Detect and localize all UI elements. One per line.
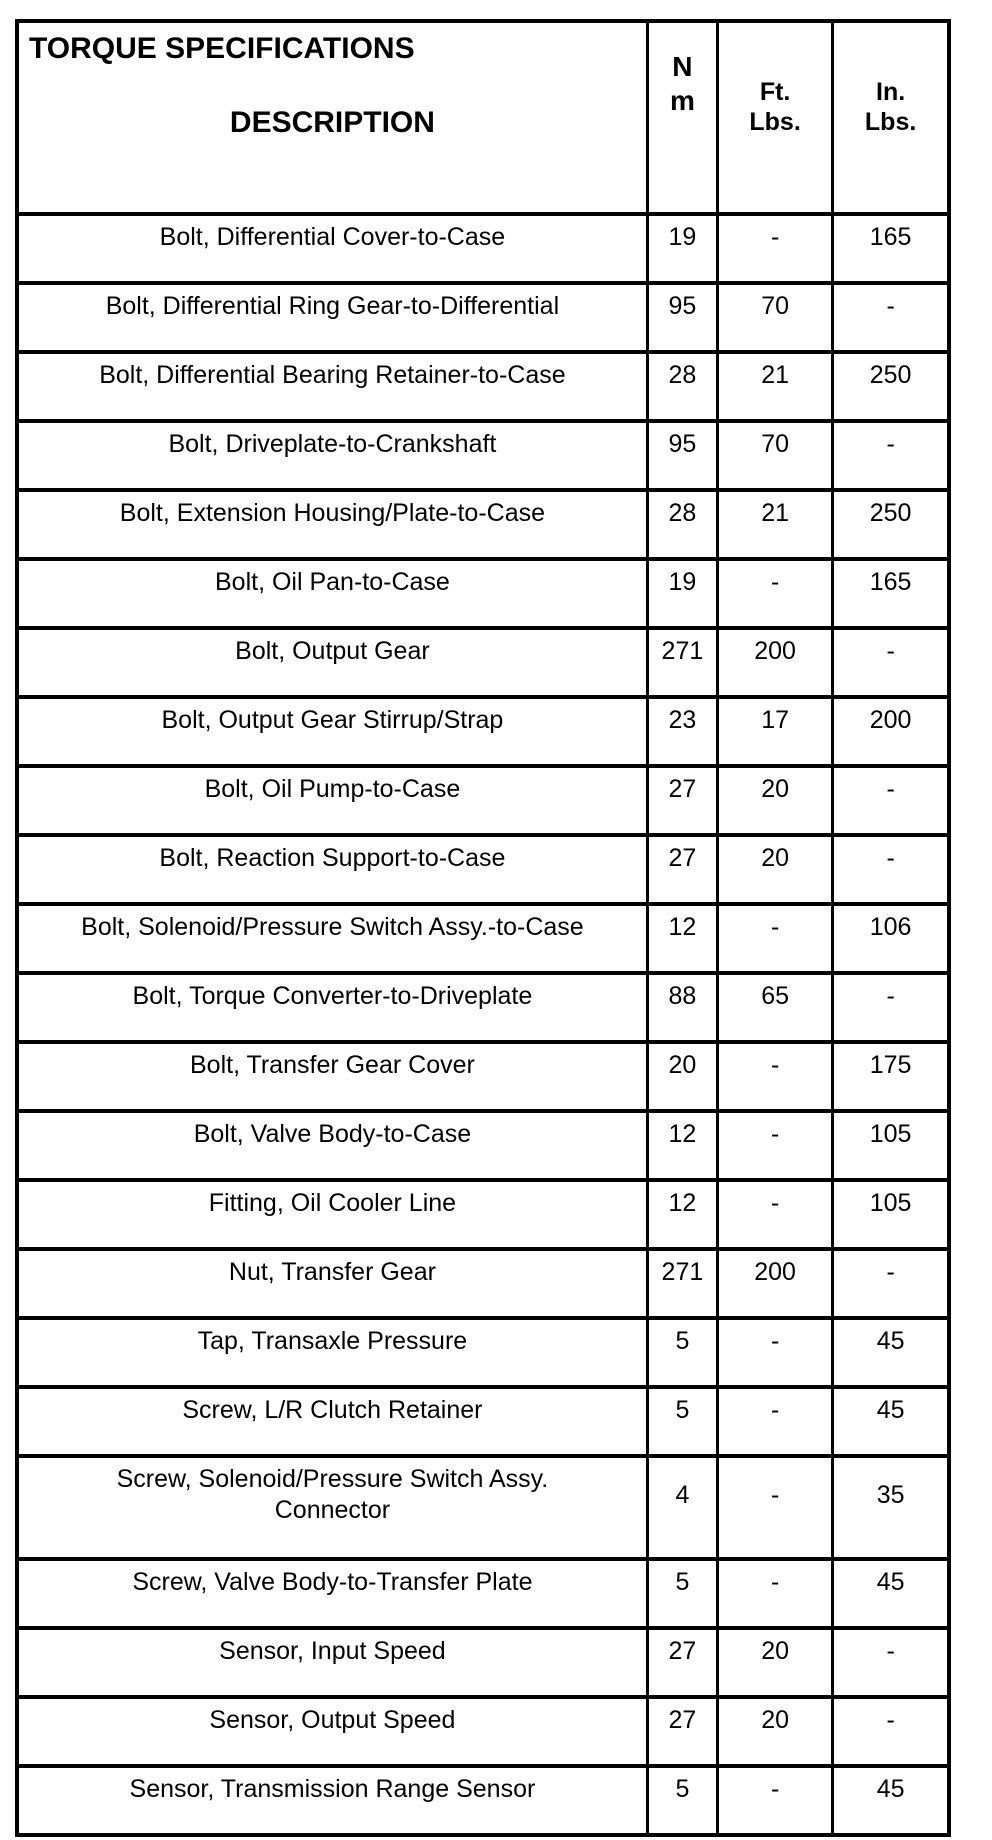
- row-in-lbs-value: -: [833, 628, 949, 697]
- table-row: [17, 1111, 949, 1180]
- row-in-lbs-value: 105: [833, 1180, 949, 1249]
- row-ft-lbs-value: 20: [717, 1628, 832, 1697]
- row-description: Sensor, Transmission Range Sensor: [17, 1766, 647, 1835]
- table-row: [17, 973, 949, 1042]
- row-ft-lbs-value: 17: [717, 697, 832, 766]
- row-nm-value: 28: [647, 352, 717, 421]
- table-row: [17, 1456, 949, 1559]
- row-description: Nut, Transfer Gear: [17, 1249, 647, 1318]
- row-in-lbs-value: 45: [833, 1318, 949, 1387]
- table-row: [17, 1318, 949, 1387]
- row-description: Sensor, Input Speed: [17, 1628, 647, 1697]
- in-lbs-column-header: [833, 21, 949, 214]
- table-row: [17, 1387, 949, 1456]
- table-row: [17, 421, 949, 490]
- row-in-lbs-value: 250: [833, 490, 949, 559]
- ft-lbs-column-header: [717, 21, 832, 214]
- row-nm-value: 88: [647, 973, 717, 1042]
- row-description: Bolt, Differential Ring Gear-to-Differential: [17, 283, 647, 352]
- table-row: [17, 1628, 949, 1697]
- row-nm-value: 27: [647, 1628, 717, 1697]
- ft-lbs-header-line-2: Lbs.: [749, 108, 801, 136]
- ft-lbs-header-line-1: Ft.: [759, 78, 791, 106]
- row-ft-lbs-value: 21: [717, 352, 832, 421]
- row-nm-value: 27: [647, 766, 717, 835]
- row-nm-value: 5: [647, 1559, 717, 1628]
- in-lbs-header-line-2: Lbs.: [864, 108, 917, 136]
- row-in-lbs-value: -: [833, 421, 949, 490]
- table-row: [17, 697, 949, 766]
- row-description: Bolt, Differential Cover-to-Case: [17, 214, 647, 283]
- row-in-lbs-value: 45: [833, 1766, 949, 1835]
- row-ft-lbs-value: -: [717, 1456, 832, 1559]
- table-row: [17, 1042, 949, 1111]
- row-description: Bolt, Solenoid/Pressure Switch Assy.-to-Case: [17, 904, 647, 973]
- row-ft-lbs-value: 70: [717, 421, 832, 490]
- row-description: Tap, Transaxle Pressure: [17, 1318, 647, 1387]
- table-row: [17, 1180, 949, 1249]
- row-ft-lbs-value: -: [717, 559, 832, 628]
- torque-specifications-table: [15, 19, 951, 1837]
- table-row: [17, 835, 949, 904]
- row-in-lbs-value: -: [833, 1628, 949, 1697]
- row-in-lbs-value: 45: [833, 1387, 949, 1456]
- row-in-lbs-value: -: [833, 766, 949, 835]
- row-nm-value: 5: [647, 1766, 717, 1835]
- row-ft-lbs-value: 65: [717, 973, 832, 1042]
- row-nm-value: 19: [647, 214, 717, 283]
- table-row: [17, 352, 949, 421]
- description-header: [17, 21, 647, 214]
- row-ft-lbs-value: 200: [717, 628, 832, 697]
- row-nm-value: 5: [647, 1387, 717, 1456]
- row-description: Bolt, Extension Housing/Plate-to-Case: [17, 490, 647, 559]
- row-description: [17, 1456, 647, 1559]
- row-ft-lbs-value: -: [717, 1042, 832, 1111]
- row-description: Fitting, Oil Cooler Line: [17, 1180, 647, 1249]
- table-row: [17, 559, 949, 628]
- description-column-label: DESCRIPTION: [229, 106, 435, 139]
- row-ft-lbs-value: 70: [717, 283, 832, 352]
- row-in-lbs-value: -: [833, 1249, 949, 1318]
- row-in-lbs-value: 106: [833, 904, 949, 973]
- row-description: Bolt, Driveplate-to-Crankshaft: [17, 421, 647, 490]
- row-nm-value: 4: [647, 1456, 717, 1559]
- row-in-lbs-value: 45: [833, 1559, 949, 1628]
- row-description: Bolt, Output Gear Stirrup/Strap: [17, 697, 647, 766]
- table-row: [17, 904, 949, 973]
- row-nm-value: 12: [647, 904, 717, 973]
- row-nm-value: 271: [647, 1249, 717, 1318]
- row-nm-value: 23: [647, 697, 717, 766]
- table-row: [17, 628, 949, 697]
- table-row: [17, 766, 949, 835]
- row-nm-value: 12: [647, 1111, 717, 1180]
- row-ft-lbs-value: 21: [717, 490, 832, 559]
- nm-header-line-1: N: [672, 51, 693, 82]
- row-in-lbs-value: -: [833, 835, 949, 904]
- row-nm-value: 271: [647, 628, 717, 697]
- row-ft-lbs-value: -: [717, 1318, 832, 1387]
- row-in-lbs-value: 200: [833, 697, 949, 766]
- row-description: Sensor, Output Speed: [17, 1697, 647, 1766]
- table-row: [17, 283, 949, 352]
- row-ft-lbs-value: -: [717, 904, 832, 973]
- table-row: [17, 1697, 949, 1766]
- row-nm-value: 5: [647, 1318, 717, 1387]
- row-description: Bolt, Valve Body-to-Case: [17, 1111, 647, 1180]
- row-ft-lbs-value: -: [717, 1387, 832, 1456]
- nm-header-line-2: m: [669, 85, 695, 116]
- table-title: TORQUE SPECIFICATIONS: [29, 32, 415, 65]
- row-in-lbs-value: 175: [833, 1042, 949, 1111]
- row-in-lbs-value: 165: [833, 559, 949, 628]
- table-row: [17, 490, 949, 559]
- row-nm-value: 95: [647, 421, 717, 490]
- row-nm-value: 27: [647, 1697, 717, 1766]
- row-description: Bolt, Oil Pump-to-Case: [17, 766, 647, 835]
- table-row: [17, 1249, 949, 1318]
- row-description: Bolt, Output Gear: [17, 628, 647, 697]
- row-nm-value: 19: [647, 559, 717, 628]
- row-in-lbs-value: 165: [833, 214, 949, 283]
- row-description: Bolt, Torque Converter-to-Driveplate: [17, 973, 647, 1042]
- table-row: [17, 1559, 949, 1628]
- row-in-lbs-value: -: [833, 1697, 949, 1766]
- row-ft-lbs-value: 20: [717, 766, 832, 835]
- row-in-lbs-value: -: [833, 283, 949, 352]
- row-description: Screw, L/R Clutch Retainer: [17, 1387, 647, 1456]
- row-in-lbs-value: 105: [833, 1111, 949, 1180]
- row-ft-lbs-value: 20: [717, 1697, 832, 1766]
- table-header-row: [17, 21, 949, 214]
- row-ft-lbs-value: -: [717, 1180, 832, 1249]
- row-description-line: Connector: [274, 1496, 391, 1524]
- row-description: Bolt, Differential Bearing Retainer-to-Case: [17, 352, 647, 421]
- row-ft-lbs-value: 20: [717, 835, 832, 904]
- row-description: Bolt, Oil Pan-to-Case: [17, 559, 647, 628]
- row-ft-lbs-value: -: [717, 1111, 832, 1180]
- row-description-line: Screw, Solenoid/Pressure Switch Assy.: [116, 1465, 549, 1493]
- row-description: Bolt, Reaction Support-to-Case: [17, 835, 647, 904]
- table-row: [17, 214, 949, 283]
- row-ft-lbs-value: -: [717, 1559, 832, 1628]
- row-nm-value: 95: [647, 283, 717, 352]
- row-nm-value: 27: [647, 835, 717, 904]
- row-in-lbs-value: -: [833, 973, 949, 1042]
- row-ft-lbs-value: -: [717, 1766, 832, 1835]
- row-in-lbs-value: 35: [833, 1456, 949, 1559]
- nm-column-header: [647, 21, 717, 214]
- row-nm-value: 28: [647, 490, 717, 559]
- row-ft-lbs-value: -: [717, 214, 832, 283]
- in-lbs-header-line-1: In.: [876, 78, 906, 106]
- table-row: [17, 1766, 949, 1835]
- row-description: Bolt, Transfer Gear Cover: [17, 1042, 647, 1111]
- table-body: [17, 214, 949, 1835]
- row-in-lbs-value: 250: [833, 352, 949, 421]
- row-description: Screw, Valve Body-to-Transfer Plate: [17, 1559, 647, 1628]
- row-ft-lbs-value: 200: [717, 1249, 832, 1318]
- row-nm-value: 12: [647, 1180, 717, 1249]
- row-nm-value: 20: [647, 1042, 717, 1111]
